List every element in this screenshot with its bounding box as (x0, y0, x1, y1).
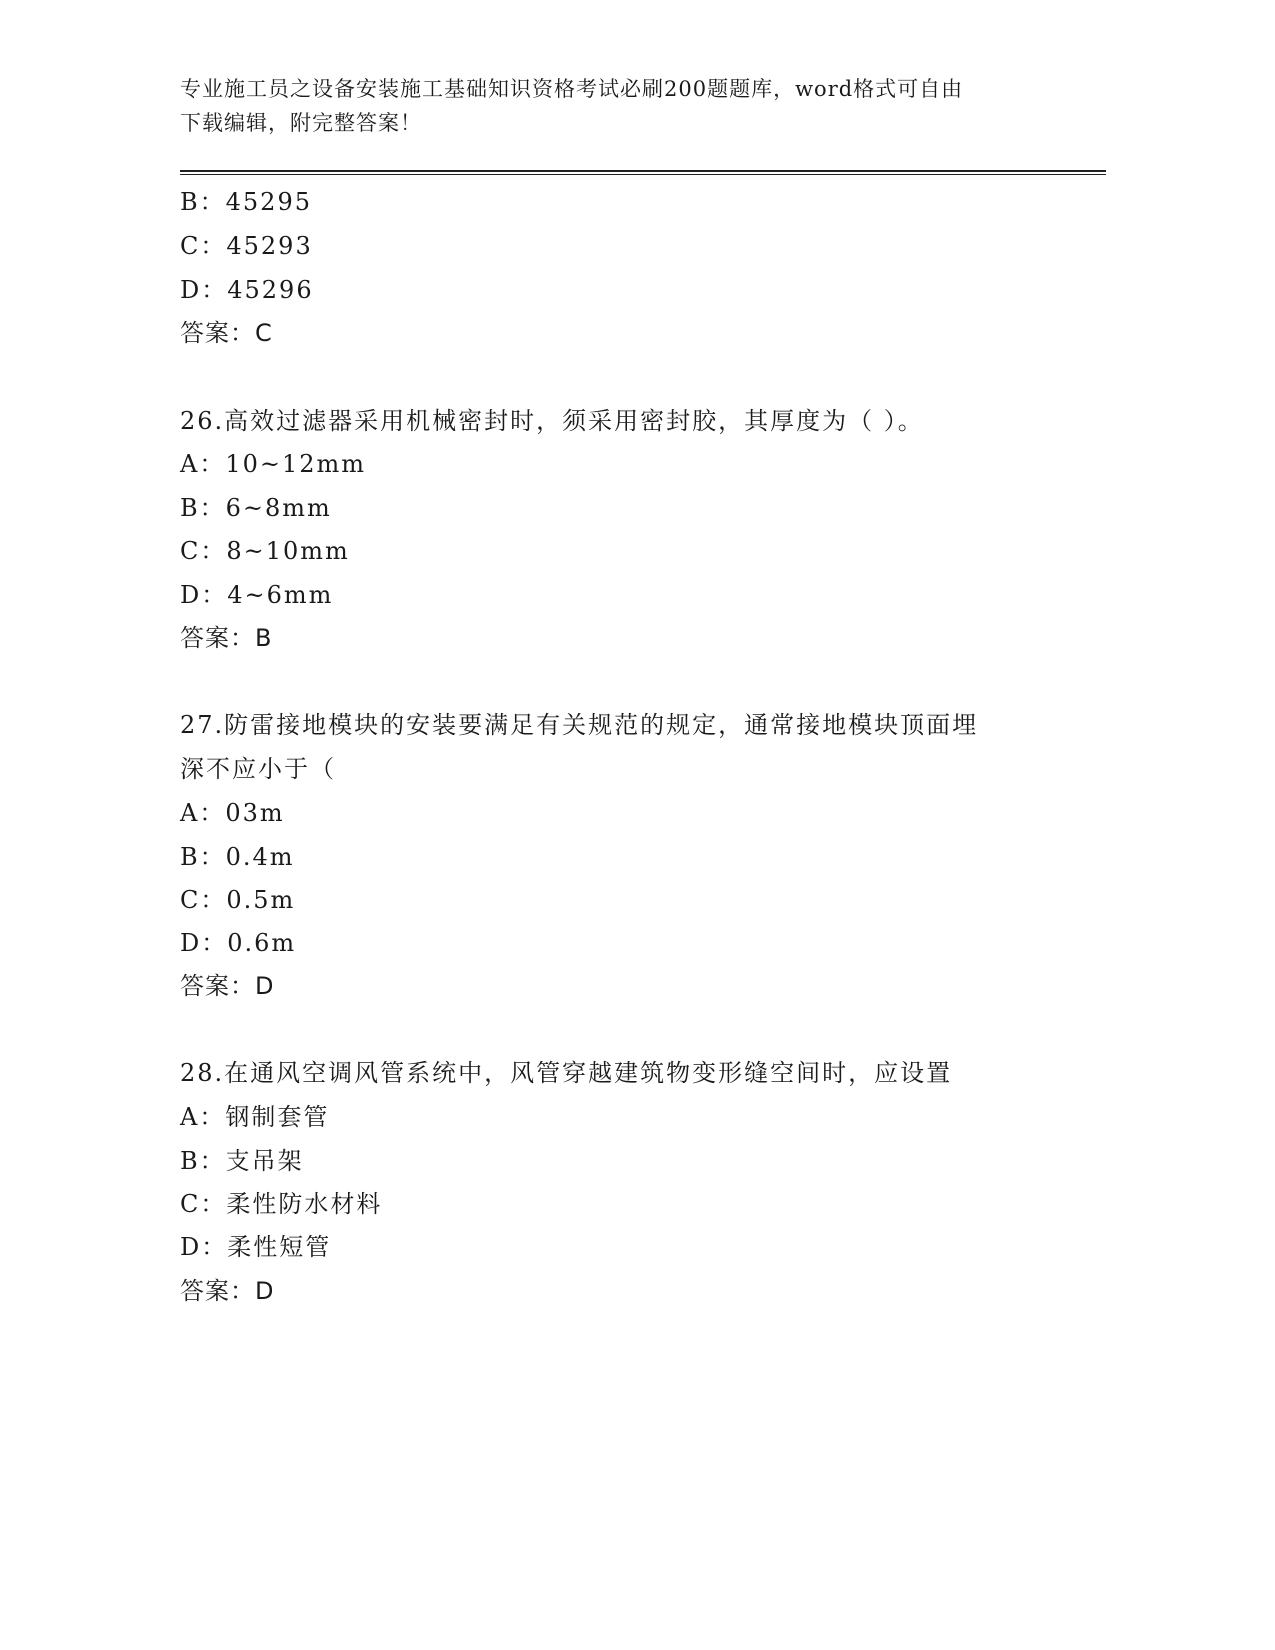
q25-answer: 答案：C (180, 319, 273, 347)
header-title-line-2: 下载编辑，附完整答案！ (180, 111, 422, 135)
q26-stem: 26.高效过滤器采用机械密封时，须采用密封胶，其厚度为（ ）。 (180, 407, 924, 435)
q28-answer: 答案：D (180, 1277, 275, 1305)
q26-option-c: C：8~10mm (180, 537, 350, 565)
q28-option-c: C：柔性防水材料 (180, 1190, 383, 1218)
page-header (180, 72, 1040, 140)
q28-option-d: D：柔性短管 (180, 1233, 332, 1261)
q26-option-d: D：4~6mm (180, 581, 334, 609)
header-divider (180, 170, 1106, 175)
q26-answer: 答案：B (180, 624, 273, 652)
header-title-line-1: 专业施工员之设备安装施工基础知识资格考试必刷200题题库，word格式可自由 (180, 77, 964, 101)
q25-option-d: D：45296 (180, 276, 314, 304)
q27-option-d: D：0.6m (180, 929, 297, 957)
q27-option-b: B：0.4m (180, 843, 295, 871)
q25-option-c: C：45293 (180, 232, 313, 260)
q27-option-c: C：0.5m (180, 886, 296, 914)
q27-answer: 答案：D (180, 972, 275, 1000)
q25-option-b: B：45295 (180, 188, 312, 216)
q27-stem-line-1: 27.防雷接地模块的安装要满足有关规范的规定，通常接地模块顶面埋 (180, 711, 979, 739)
q28-stem: 28.在通风空调风管系统中，风管穿越建筑物变形缝空间时，应设置 (180, 1059, 953, 1087)
q26-option-a: A：10~12mm (180, 450, 367, 478)
q28-option-a: A：钢制套管 (180, 1103, 330, 1131)
q27-stem-line-2: 深不应小于（ (180, 755, 336, 783)
q27-option-a: A：03m (180, 799, 285, 827)
q26-option-b: B：6~8mm (180, 494, 332, 522)
q28-option-b: B：支吊架 (180, 1147, 304, 1175)
